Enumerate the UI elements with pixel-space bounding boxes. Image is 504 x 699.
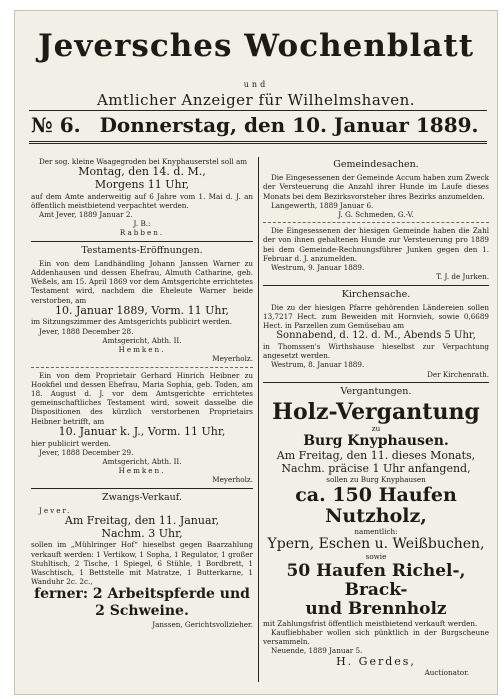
testament-p2-note: Meyerholz. (212, 475, 253, 485)
newspaper-page (14, 10, 498, 695)
holz-date1: Am Freitag, den 11. dieses Monats, (276, 449, 476, 463)
gemeinde-p2: Die Eingesessenen der hiesigen Gemeinde haben die Zahl der von ihnen gehaltenen Hunde zur Versteuerung pro 1889 bei dem Gemeinde-Rechnungsführer Junken gegen den 1. Februar d. J. anzumelden. (263, 226, 489, 263)
waage-intro: Der sog. kleine Waagegroden bei Knyphauserstel soll am (39, 157, 248, 166)
holz-zu: zu (371, 424, 381, 434)
holz-terms: mit Zahlungsfrist öffentlich meistbietend verkauft werden. (263, 618, 478, 628)
testament-p1-court: Amtsgericht, Abth. II. (102, 335, 182, 345)
testament-p1-note: Meyerholz. (212, 354, 253, 364)
holz-sowie: sowie (365, 552, 387, 562)
holz-sig: H. Gerdes, (336, 654, 416, 668)
holz-amount: ca. 150 Haufen Nutzholz, (295, 483, 457, 527)
zwang-extra1: ferner: 2 Arbeitspferde und (34, 586, 250, 603)
kirche-heading: Kirchensache. (341, 288, 411, 300)
testament-heading: Testaments-Eröffnungen. (81, 244, 203, 256)
testament-p1-date: 10. Januar 1889, Vorm. 11 Uhr, (54, 303, 230, 317)
zwang-extra2: 2 Schweine. (95, 603, 189, 620)
testament-p1: Ein von dem Landhändling Johann Janssen Warner zu Addenhausen und dessen Ehefrau, Almuth Catharine, geb. Weßels, am 15. April 1869 vor dem Amtsgerichte errichtetes Testament wird, nachdem die Eheleute Warner beide verstorben, am (31, 258, 253, 305)
kirche-date: Sonnabend, d. 12. d. M., Abends 5 Uhr, (276, 330, 476, 342)
holz-buyers: Kaufliebhaber wollen sich pünktlich in der Burgscheune versammeln. (263, 627, 489, 647)
gemeinde-p1: Die Eingesessenen der Gemeinde Accum haben zum Zweck der Versteuerung die Anzahl ihrer Hunde im Laufe dieses Monats bei dem Bezirksvorsteher ihres Bezirks anzumelden. (263, 173, 489, 201)
gemeinde-p1-sig: J. G. Schmeden, G.-V. (338, 210, 414, 220)
testament-p1-sig: Hemken. (118, 345, 166, 355)
issue-number: № 6. (31, 113, 81, 137)
zwang-body: sollen im „Mühlringer Hof“ hieselbst gegen Baarzahlung verkauft werden: 1 Vertikow, 1 Sopha, 1 Regulator, 1 großer Stuhltisch, 2 Tische, 1 Spiegel, 6 Stühle, 1 Bordbrett, 1 Waschtisch, 1 Bettstelle mit Matratze, 1 Butterkarne, 1 Wanduhr 2c. 2c., (31, 540, 253, 587)
zwang-sig: Janssen, Gerichtsvollzieher. (152, 619, 253, 629)
kirche-sig: Der Kirchenrath. (427, 369, 489, 379)
testament-p2-tail: hier publicirt werden. (31, 438, 111, 448)
waage-sig2: Rabben. (119, 228, 165, 238)
waage-date: Montag, den 14. d. M., (78, 165, 206, 179)
holz-loc: sollen zu Burg Knyphausen (326, 475, 426, 485)
gemeinde-p2-sig: T. J. de Jurken. (436, 272, 489, 282)
testament-p1-tail: im Sitzungszimmer des Amtsgerichts publicirt werden. (31, 317, 233, 327)
testament-p2-court: Amtsgericht, Abth. II. (102, 456, 182, 466)
divider (263, 382, 489, 383)
testament-p2-place: Jever, 1888 December 29. (39, 447, 134, 457)
gemeinde-heading: Gemeindesachen. (333, 159, 419, 170)
waage-body: auf dem Amte anderweitig auf 6 Jahre vom 1. Mai d. J. an öffentlich meistbietend verpachtet werden. (31, 191, 253, 210)
holz-types: Ypern, Eschen u. Weißbuchen, (267, 536, 485, 553)
masthead-subtitle: Amtlicher Anzeiger für Wilhelmshaven. (96, 91, 416, 109)
right-column (263, 157, 489, 682)
zwang-heading: Zwangs-Verkauf. (102, 491, 182, 503)
masthead-title: Jeversches Wochenblatt (37, 28, 475, 64)
holz-sig-role: Auctionator. (424, 668, 469, 678)
holz-place-name: Burg Knyphausen. (303, 433, 449, 450)
divider (263, 222, 489, 223)
kirche-tail: in Thomssen's Wirthshause hieselbst zur Verpachtung angesetzt werden. (263, 341, 489, 361)
kirche-place: Westrum, 8. Januar 1889. (271, 360, 365, 370)
testament-p1-place: Jever, 1888 December 28. (39, 326, 134, 336)
testament-p2: Ein von dem Proprietair Gerhard Hinrich Heibner zu Hookfiel und dessen Ehefrau, Maria Sophia, geb. Toden, am 18. August d. J. vor dem Amtsgerichte errichtetes gemeinschaftliches Testament wird, soweit dasselbe die Dispositionen des kürzlich verstorbenen Proprietairs Heibner betrifft, am (31, 370, 253, 426)
testament-p2-sig: Hemken. (118, 466, 166, 476)
masthead-und: und (243, 80, 269, 89)
waage-place: Amt Jever, 1889 Januar 2. (39, 209, 133, 219)
top-rule (29, 110, 487, 111)
divider (31, 241, 253, 242)
zwang-jever: Jever. (39, 505, 72, 515)
column-separator (258, 157, 259, 682)
waage-time: Morgens 11 Uhr, (94, 177, 190, 191)
zwang-time: Nachm. 3 Uhr, (101, 526, 183, 540)
issue-date: Donnerstag, den 10. Januar 1889. (99, 113, 479, 137)
left-column (31, 157, 253, 682)
holz-date2: Nachm. präcise 1 Uhr anfangend, (281, 461, 471, 475)
dateline (31, 113, 487, 137)
zwang-date: Am Freitag, den 11. Januar, (64, 514, 220, 527)
waage-sig1: J. B.: (133, 219, 151, 229)
kirche-body: Die zu der hiesigen Pfarre gehörenden Ländereien sollen 13,7217 Hect. zum Beweiden mit Hornvieh, sowie 0,6689 Hect. in Parzellen zum Gemüsebau am (263, 302, 489, 331)
dateline-rule (29, 141, 487, 142)
divider (31, 488, 253, 489)
testament-p2-date: 10. Januar k. J., Vorm. 11 Uhr, (58, 424, 226, 438)
holz-amount3: und Brennholz (305, 598, 447, 619)
gemeinde-p2-place: Westrum, 9. Januar 1889. (271, 263, 365, 273)
holz-title: Holz-Vergantung (272, 398, 480, 425)
dateline-rule-2 (29, 143, 487, 144)
divider (263, 285, 489, 286)
holz-namentlich: namentlich: (354, 527, 398, 537)
holz-dateplace: Neuende, 1889 Januar 5. (271, 646, 363, 656)
divider (31, 367, 253, 368)
holz-heading: Vergantungen. (340, 385, 412, 397)
gemeinde-p1-place: Langewerth, 1889 Januar 6. (271, 200, 374, 210)
holz-amount2: 50 Haufen Richel-, Brack- (286, 560, 466, 600)
